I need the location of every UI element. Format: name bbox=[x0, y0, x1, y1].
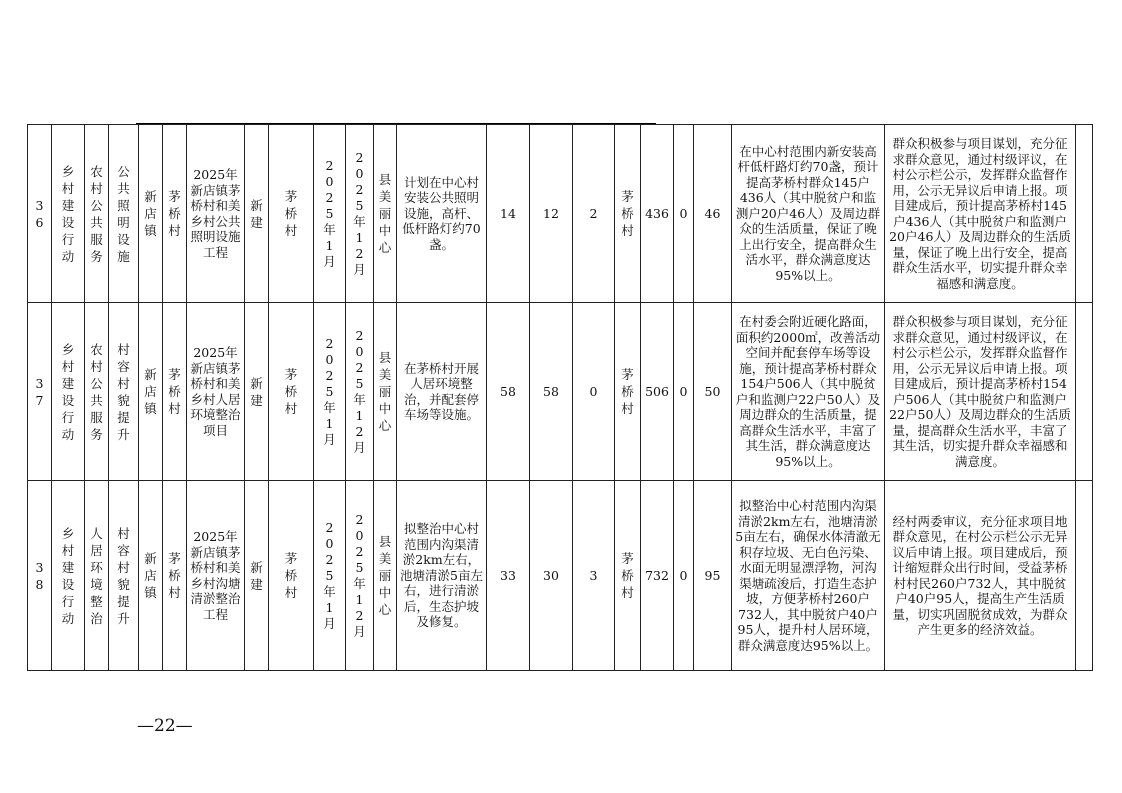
town-cell: 新店镇 bbox=[139, 481, 163, 671]
nature-cell: 新建 bbox=[245, 303, 269, 481]
table-row bbox=[28, 303, 1093, 481]
village-cell: 茅桥村 bbox=[163, 125, 187, 303]
project-name-cell: 2025年新店镇茅桥村和美乡村沟塘清淤整治工程 bbox=[187, 481, 245, 671]
fund-a-cell: 58 bbox=[530, 303, 573, 481]
unit-cell: 县美丽中心 bbox=[374, 303, 397, 481]
fund-b-cell: 0 bbox=[573, 303, 615, 481]
content-cell: 拟整治中心村范围内沟渠清淤2km左右，池塘清淤5亩左右，进行清淤后，生态护坡及修复。 bbox=[397, 481, 487, 671]
benefit-village-cell: 茅桥村 bbox=[615, 303, 641, 481]
benefit-village-cell: 茅桥村 bbox=[615, 481, 641, 671]
count-2-cell: 95 bbox=[694, 481, 732, 671]
remark-cell bbox=[1076, 125, 1093, 303]
mechanism-cell: 经村两委审议，充分征求项目地群众意见，在村公示栏公示无异议后申请上报。项目建成后，预计缩短群众出行时间，受益茅桥村村民260户732人，其中脱贫户40户95人，提高生产生活质量，切实巩固脱贫成效，为群众产生更多的经济效益。 bbox=[885, 481, 1076, 671]
site-cell: 茅桥村 bbox=[269, 125, 314, 303]
project-name-cell: 2025年新店镇茅桥村和美乡村人居环境整治项目 bbox=[187, 303, 245, 481]
project-name-cell: 2025年新店镇茅桥村和美乡村公共照明设施工程 bbox=[187, 125, 245, 303]
total-fund-cell: 33 bbox=[487, 481, 530, 671]
start-time-cell: 2025年1月 bbox=[314, 303, 346, 481]
count-2-cell: 46 bbox=[694, 125, 732, 303]
goal-cell: 在中心村范围内新安装高杆低杆路灯约70盏，预计提高茅桥村群众145户436人（其中脱贫户和监测户20户46人）及周边群众的生活质量，保证了晚上出行安全，提高群众生活水平，群众满意度达95%以上。 bbox=[732, 125, 885, 303]
remark-cell bbox=[1076, 303, 1093, 481]
end-time-cell: 2025年12月 bbox=[346, 303, 374, 481]
subcategory-cell: 农村公共服务 bbox=[85, 303, 109, 481]
row-number: 37 bbox=[28, 303, 52, 481]
table-row bbox=[28, 125, 1093, 303]
fund-b-cell: 3 bbox=[573, 481, 615, 671]
end-time-cell: 2025年12月 bbox=[346, 125, 374, 303]
table-row bbox=[28, 481, 1093, 671]
category-cell: 乡村建设行动 bbox=[52, 303, 85, 481]
end-time-cell: 2025年12月 bbox=[346, 481, 374, 671]
type-cell: 村容村貌提升 bbox=[109, 303, 139, 481]
count-1-cell: 0 bbox=[674, 125, 694, 303]
page-number: —22— bbox=[137, 716, 193, 736]
site-cell: 茅桥村 bbox=[269, 481, 314, 671]
fund-b-cell: 2 bbox=[573, 125, 615, 303]
nature-cell: 新建 bbox=[245, 481, 269, 671]
village-cell: 茅桥村 bbox=[163, 481, 187, 671]
unit-cell: 县美丽中心 bbox=[374, 125, 397, 303]
benefit-village-cell: 茅桥村 bbox=[615, 125, 641, 303]
people-cell: 732 bbox=[641, 481, 674, 671]
start-time-cell: 2025年1月 bbox=[314, 125, 346, 303]
nature-cell: 新建 bbox=[245, 125, 269, 303]
town-cell: 新店镇 bbox=[139, 303, 163, 481]
goal-cell: 拟整治中心村范围内沟渠清淤2km左右，池塘清淤5亩左右，确保水体清澈无积存垃圾、无白色污染、水面无明显漂浮物，河沟渠塘疏浚后，打造生态护坡，方便茅桥村260户732人，其中脱贫户40户95人，提升村人居环境，群众满意度达95%以上。 bbox=[732, 481, 885, 671]
content-cell: 计划在中心村安装公共照明设施，高杆、低杆路灯约70盏。 bbox=[397, 125, 487, 303]
goal-cell: 在村委会附近硬化路面，面积约2000㎡，改善活动空间并配套停车场等设施，预计提高茅桥村群众154户506人（其中脱贫户和监测户22户50人）及周边群众的生活质量，提高群众生活水平，丰富了其生活，群众满意度达95%以上。 bbox=[732, 303, 885, 481]
people-cell: 506 bbox=[641, 303, 674, 481]
count-1-cell: 0 bbox=[674, 481, 694, 671]
fund-a-cell: 30 bbox=[530, 481, 573, 671]
fund-a-cell: 12 bbox=[530, 125, 573, 303]
subcategory-cell: 人居环境整治 bbox=[85, 481, 109, 671]
town-cell: 新店镇 bbox=[139, 125, 163, 303]
mechanism-cell: 群众积极参与项目谋划，充分征求群众意见，通过村级评议，在村公示栏公示，发挥群众监督作用，公示无异议后申请上报。项目建成后，预计提高茅桥村154户506人（其中脱贫户和监测户22户50人）及周边群众的生活质量，提高群众生活水平，丰富了其生活，切实提升群众幸福感和满意度。 bbox=[885, 303, 1076, 481]
people-cell: 436 bbox=[641, 125, 674, 303]
start-time-cell: 2025年1月 bbox=[314, 481, 346, 671]
mechanism-cell: 群众积极参与项目谋划，充分征求群众意见，通过村级评议，在村公示栏公示，发挥群众监督作用，公示无异议后申请上报。项目建成后，预计提高茅桥村145户436人（其中脱贫户和监测户20户46人）及周边群众的生活质量，保证了晚上出行安全，提高群众生活水平，切实提升群众幸福感和满意度。 bbox=[885, 125, 1076, 303]
count-2-cell: 50 bbox=[694, 303, 732, 481]
project-table bbox=[27, 124, 1093, 671]
type-cell: 村容村貌提升 bbox=[109, 481, 139, 671]
subcategory-cell: 农村公共服务 bbox=[85, 125, 109, 303]
remark-cell bbox=[1076, 481, 1093, 671]
row-number: 38 bbox=[28, 481, 52, 671]
row-number: 36 bbox=[28, 125, 52, 303]
content-cell: 在茅桥村开展人居环境整治，并配套停车场等设施。 bbox=[397, 303, 487, 481]
unit-cell: 县美丽中心 bbox=[374, 481, 397, 671]
count-1-cell: 0 bbox=[674, 303, 694, 481]
village-cell: 茅桥村 bbox=[163, 303, 187, 481]
site-cell: 茅桥村 bbox=[269, 303, 314, 481]
category-cell: 乡村建设行动 bbox=[52, 125, 85, 303]
category-cell: 乡村建设行动 bbox=[52, 481, 85, 671]
total-fund-cell: 14 bbox=[487, 125, 530, 303]
total-fund-cell: 58 bbox=[487, 303, 530, 481]
type-cell: 公共照明设施 bbox=[109, 125, 139, 303]
